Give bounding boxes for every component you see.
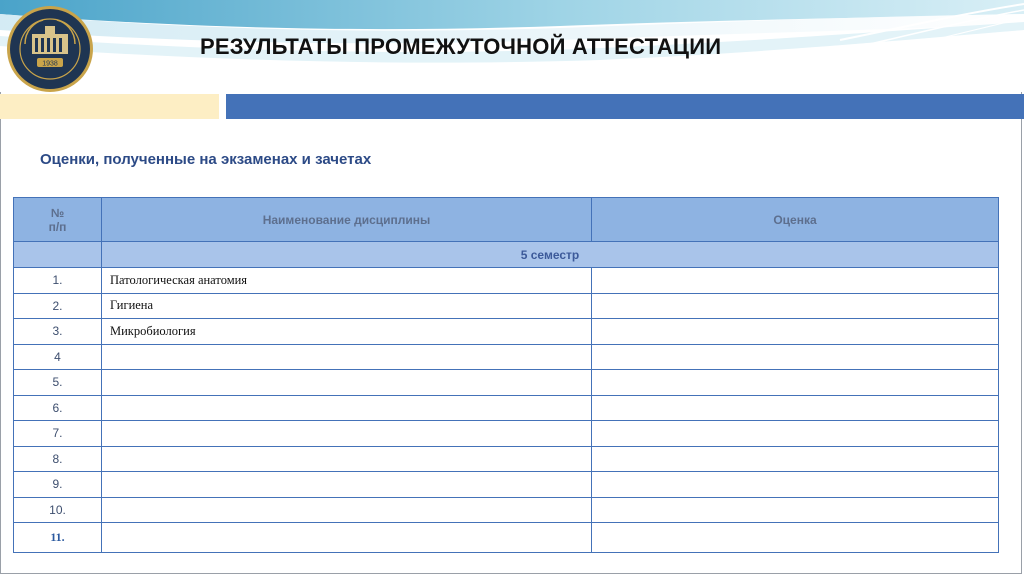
cream-accent-bar <box>0 94 219 119</box>
grade-cell[interactable] <box>592 472 999 498</box>
discipline-cell[interactable] <box>102 370 592 396</box>
discipline-cell[interactable] <box>102 472 592 498</box>
table-row <box>14 472 999 498</box>
table-row <box>14 523 999 553</box>
grade-cell[interactable] <box>592 421 999 447</box>
table-row <box>14 344 999 370</box>
column-header-discipline: Наименование дисциплины <box>102 198 592 242</box>
row-number: 1. <box>14 268 102 294</box>
grade-cell[interactable] <box>592 319 999 345</box>
discipline-cell[interactable] <box>102 523 592 553</box>
table-row <box>14 370 999 396</box>
semester-label: 5 семестр <box>102 242 999 268</box>
section-subtitle: Оценки, полученные на экзаменах и зачетах <box>40 151 372 168</box>
table-row <box>14 395 999 421</box>
semester-row <box>14 242 999 268</box>
grade-cell[interactable] <box>592 293 999 319</box>
row-number: 5. <box>14 370 102 396</box>
table-row <box>14 421 999 447</box>
row-number: 9. <box>14 472 102 498</box>
discipline-cell: Патологическая анатомия <box>102 268 592 294</box>
column-header-grade: Оценка <box>592 198 999 242</box>
discipline-cell[interactable] <box>102 446 592 472</box>
column-header-number-line1: № <box>50 205 65 220</box>
grade-cell[interactable] <box>592 395 999 421</box>
row-number: 6. <box>14 395 102 421</box>
discipline-cell: Гигиена <box>102 293 592 319</box>
column-header-number-line2: п/п <box>48 219 67 234</box>
row-number: 2. <box>14 293 102 319</box>
table-row <box>14 268 999 294</box>
column-header-number <box>14 198 102 242</box>
grade-cell[interactable] <box>592 523 999 553</box>
discipline-cell[interactable] <box>102 395 592 421</box>
discipline-cell[interactable] <box>102 421 592 447</box>
semester-row-spacer <box>14 242 102 268</box>
grade-cell[interactable] <box>592 370 999 396</box>
grade-cell[interactable] <box>592 344 999 370</box>
row-number: 10. <box>14 497 102 523</box>
discipline-cell[interactable] <box>102 497 592 523</box>
table-row <box>14 319 999 345</box>
page-title: РЕЗУЛЬТАТЫ ПРОМЕЖУТОЧНОЙ АТТЕСТАЦИИ <box>200 34 722 59</box>
table-row <box>14 497 999 523</box>
grade-cell[interactable] <box>592 446 999 472</box>
university-seal-logo <box>5 4 95 94</box>
table-header-row <box>14 198 999 242</box>
table-row <box>14 446 999 472</box>
row-number: 3. <box>14 319 102 345</box>
grades-table <box>13 197 999 553</box>
logo-year: 1938 <box>42 60 58 68</box>
grade-cell[interactable] <box>592 268 999 294</box>
blue-accent-bar <box>226 94 1024 119</box>
table-row <box>14 293 999 319</box>
discipline-cell[interactable] <box>102 344 592 370</box>
discipline-cell: Микробиология <box>102 319 592 345</box>
row-number: 7. <box>14 421 102 447</box>
row-number: 4 <box>14 344 102 370</box>
row-number: 8. <box>14 446 102 472</box>
row-number: 11. <box>14 523 102 553</box>
grade-cell[interactable] <box>592 497 999 523</box>
